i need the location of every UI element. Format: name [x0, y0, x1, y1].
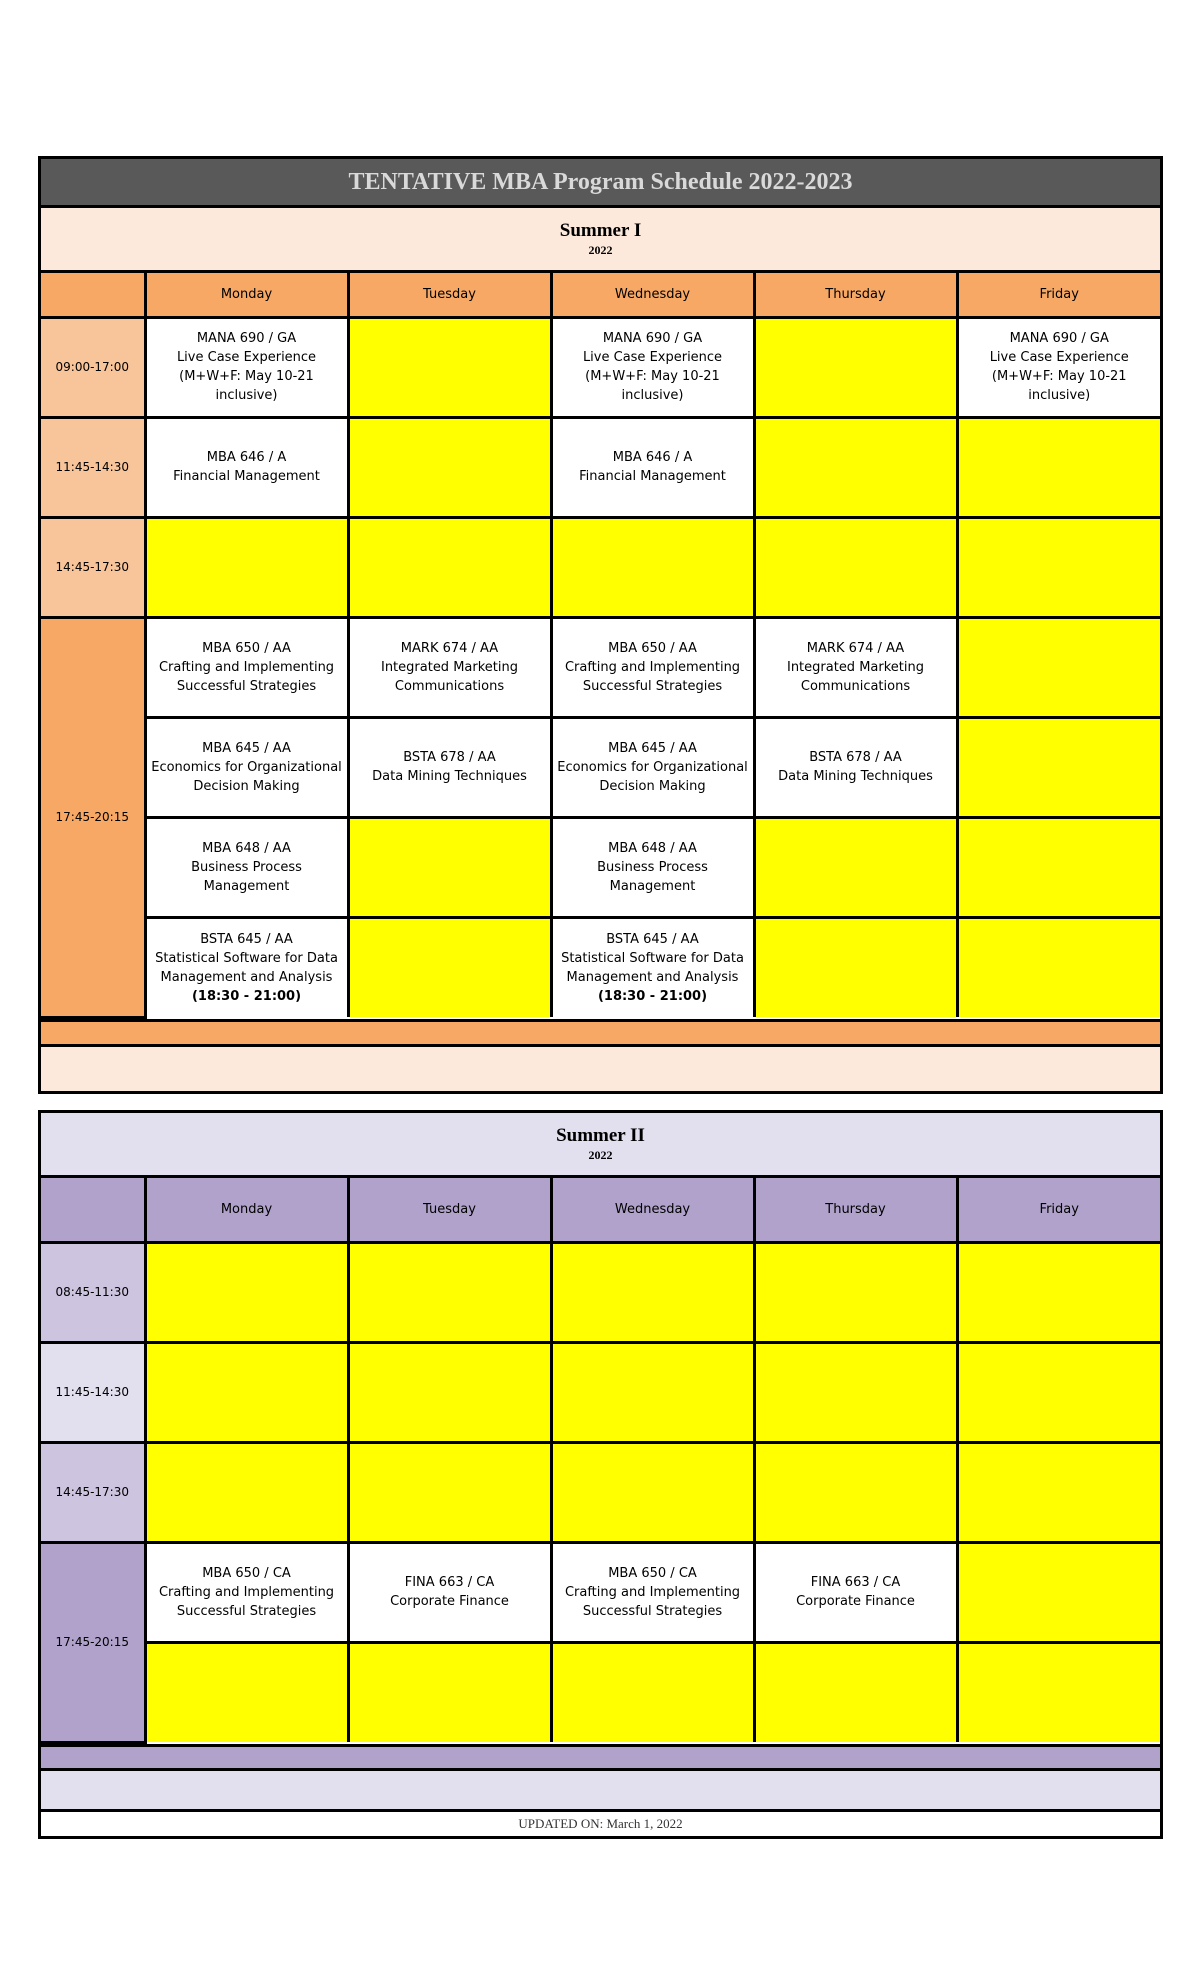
course-cell: [551, 417, 754, 517]
course-line: MBA 646 / A: [206, 450, 287, 465]
course-line: MBA 650 / AA: [202, 640, 291, 656]
course-cell: [348, 1542, 551, 1642]
course-line: Management and Analysis: [160, 969, 333, 985]
course-line: MBA 648 / AA: [608, 840, 697, 856]
course-line: (M+W+F: May 10-21 inclusive): [991, 369, 1127, 403]
course-line: Crafting and Implementing: [564, 1584, 741, 1600]
summer1-bottom-band: [41, 1044, 1160, 1091]
corner-cell: [41, 273, 145, 317]
course-line: Live Case Experience: [176, 350, 317, 365]
course-line: MBA 646 / A: [612, 450, 693, 465]
day-header-thursday: Thursday: [754, 1178, 957, 1242]
empty-slot-cell: [145, 1642, 348, 1742]
course-line: MBA 645 / AA: [608, 740, 697, 756]
day-header-monday: Monday: [145, 1178, 348, 1242]
course-line: FINA 663 / CA: [810, 1575, 901, 1590]
empty-slot-cell: [957, 1542, 1160, 1642]
empty-slot-cell: [145, 1242, 348, 1342]
course-cell: [551, 617, 754, 717]
course-line: BSTA 678 / AA: [403, 750, 496, 765]
course-cell: [145, 817, 348, 917]
day-header-wednesday: Wednesday: [551, 273, 754, 317]
empty-slot-cell: [348, 317, 551, 417]
course-cell: [145, 317, 348, 417]
course-line: Integrated Marketing: [380, 659, 518, 675]
empty-slot-cell: [957, 417, 1160, 517]
course-cell: [145, 1542, 348, 1642]
table-row: [41, 717, 1160, 817]
day-header-tuesday: Tuesday: [348, 273, 551, 317]
table-row: [41, 1642, 1160, 1742]
course-cell: [145, 617, 348, 717]
table-row: [41, 1242, 1160, 1342]
empty-slot-cell: [754, 317, 957, 417]
summer1-header: [41, 208, 1160, 273]
empty-slot-cell: [754, 1442, 957, 1542]
table-row: [41, 417, 1160, 517]
course-line: MBA 648 / AA: [202, 840, 291, 856]
course-line: Corporate Finance: [796, 1594, 915, 1609]
table-row: [41, 1342, 1160, 1442]
course-line: Data Mining Techniques: [372, 769, 527, 784]
course-cell: [145, 417, 348, 517]
time-slot-cell: 14:45-17:30: [41, 517, 145, 617]
day-header-friday: Friday: [957, 273, 1160, 317]
course-line: Crafting and Implementing: [564, 659, 741, 675]
schedule-summer1-block: [38, 156, 1163, 1094]
course-line: Business Process Management: [191, 859, 302, 894]
empty-slot-cell: [754, 517, 957, 617]
course-line: Decision Making: [599, 778, 706, 794]
course-cell: [551, 317, 754, 417]
course-line: Successful Strategies: [582, 678, 723, 694]
course-line: Communications: [800, 678, 911, 694]
empty-slot-cell: [957, 1442, 1160, 1542]
time-slot-cell: 08:45-11:30: [41, 1242, 145, 1342]
course-line: Live Case Experience: [582, 350, 723, 365]
empty-slot-cell: [957, 617, 1160, 717]
empty-slot-cell: [551, 1642, 754, 1742]
empty-slot-cell: [551, 1342, 754, 1442]
table-row: [41, 817, 1160, 917]
day-header-friday: Friday: [957, 1178, 1160, 1242]
empty-slot-cell: [348, 1442, 551, 1542]
course-line: Statistical Software for Data: [561, 950, 744, 966]
empty-slot-cell: [957, 817, 1160, 917]
empty-slot-cell: [348, 917, 551, 1017]
course-cell: [551, 1542, 754, 1642]
empty-slot-cell: [348, 1242, 551, 1342]
course-line: Crafting and Implementing: [158, 1584, 335, 1600]
table-row: [41, 1442, 1160, 1542]
course-line: Statistical Software for Data: [155, 950, 338, 966]
course-cell: [551, 717, 754, 817]
course-line: MBA 650 / AA: [608, 640, 697, 656]
course-line: BSTA 645 / AA: [200, 931, 293, 947]
empty-slot-cell: [551, 517, 754, 617]
course-line: BSTA 645 / AA: [606, 931, 699, 947]
empty-slot-cell: [957, 1642, 1160, 1742]
empty-slot-cell: [754, 1342, 957, 1442]
table-row: [41, 917, 1160, 1017]
course-line: MANA 690 / GA: [196, 331, 297, 346]
course-cell: [348, 617, 551, 717]
course-line: (M+W+F: May 10-21 inclusive): [179, 369, 314, 403]
empty-slot-cell: [551, 1442, 754, 1542]
schedule-title: TENTATIVE MBA Program Schedule 2022-2023: [41, 159, 1160, 208]
summer1-year: 2022: [588, 243, 613, 257]
course-line: Economics for Organizational: [151, 759, 342, 775]
time-slot-cell: 17:45-20:15: [41, 617, 145, 1017]
time-slot-cell: 11:45-14:30: [41, 417, 145, 517]
time-slot-cell: 14:45-17:30: [41, 1442, 145, 1542]
summer2-name: Summer II: [556, 1125, 645, 1146]
updated-on-note: UPDATED ON: March 1, 2022: [41, 1809, 1160, 1836]
empty-slot-cell: [348, 1642, 551, 1742]
empty-slot-cell: [957, 1242, 1160, 1342]
day-header-wednesday: Wednesday: [551, 1178, 754, 1242]
summer2-header: [41, 1113, 1160, 1178]
course-line: Successful Strategies: [582, 1603, 723, 1619]
course-cell: [754, 617, 957, 717]
empty-slot-cell: [551, 1242, 754, 1342]
course-cell: [754, 717, 957, 817]
course-time-note: (18:30 - 21:00): [597, 988, 708, 1004]
day-header-monday: Monday: [145, 273, 348, 317]
course-line: Management and Analysis: [566, 969, 739, 985]
course-line: Data Mining Techniques: [778, 769, 933, 784]
empty-slot-cell: [957, 1342, 1160, 1442]
day-header-thursday: Thursday: [754, 273, 957, 317]
empty-slot-cell: [754, 817, 957, 917]
course-line: Crafting and Implementing: [158, 659, 335, 675]
course-line: Successful Strategies: [176, 678, 317, 694]
course-cell: [754, 1542, 957, 1642]
course-line: Economics for Organizational: [557, 759, 748, 775]
summer2-bottom-strip: [41, 1744, 1160, 1768]
empty-slot-cell: [348, 417, 551, 517]
table-row: [41, 517, 1160, 617]
course-line: Live Case Experience: [989, 350, 1129, 365]
day-header-tuesday: Tuesday: [348, 1178, 551, 1242]
table-row: [41, 317, 1160, 417]
time-slot-cell: 11:45-14:30: [41, 1342, 145, 1442]
table-row: [41, 617, 1160, 717]
time-slot-cell: 09:00-17:00: [41, 317, 145, 417]
course-cell: [957, 317, 1160, 417]
course-cell: [348, 717, 551, 817]
summer2-bottom-band: [41, 1768, 1160, 1809]
course-line: BSTA 678 / AA: [809, 750, 902, 765]
summer1-table: [41, 273, 1160, 1019]
course-line: (M+W+F: May 10-21 inclusive): [585, 369, 720, 403]
empty-slot-cell: [145, 517, 348, 617]
course-line: Integrated Marketing: [786, 659, 924, 675]
course-line: Successful Strategies: [176, 1603, 317, 1619]
course-cell: [551, 917, 754, 1017]
course-line: Communications: [394, 678, 505, 694]
course-line: MBA 650 / CA: [202, 1565, 291, 1581]
course-line: MBA 650 / CA: [608, 1565, 697, 1581]
time-slot-cell: 17:45-20:15: [41, 1542, 145, 1742]
course-cell: [145, 917, 348, 1017]
course-line: Business Process Management: [597, 859, 708, 894]
empty-slot-cell: [348, 817, 551, 917]
summer1-name: Summer I: [559, 220, 642, 241]
course-line: MANA 690 / GA: [602, 331, 703, 346]
summer2-year: 2022: [588, 1148, 613, 1162]
course-line: Decision Making: [193, 778, 300, 794]
course-time-note: (18:30 - 21:00): [191, 988, 302, 1004]
empty-slot-cell: [145, 1442, 348, 1542]
empty-slot-cell: [754, 1642, 957, 1742]
empty-slot-cell: [957, 917, 1160, 1017]
summer1-bottom-strip: [41, 1019, 1160, 1044]
course-cell: [145, 717, 348, 817]
course-line: MARK 674 / AA: [400, 640, 499, 656]
course-cell: [551, 817, 754, 917]
course-line: FINA 663 / CA: [404, 1575, 495, 1590]
empty-slot-cell: [754, 417, 957, 517]
course-line: MARK 674 / AA: [806, 640, 905, 656]
summer2-table: [41, 1178, 1160, 1744]
course-line: Financial Management: [579, 469, 726, 484]
empty-slot-cell: [754, 917, 957, 1017]
empty-slot-cell: [348, 517, 551, 617]
empty-slot-cell: [957, 517, 1160, 617]
course-line: MBA 645 / AA: [202, 740, 291, 756]
empty-slot-cell: [348, 1342, 551, 1442]
empty-slot-cell: [754, 1242, 957, 1342]
corner-cell: [41, 1178, 145, 1242]
course-line: MANA 690 / GA: [1009, 331, 1109, 346]
schedule-summer2-block: [38, 1110, 1163, 1839]
course-line: Corporate Finance: [390, 1594, 509, 1609]
empty-slot-cell: [145, 1342, 348, 1442]
course-line: Financial Management: [173, 469, 320, 484]
table-row: [41, 1542, 1160, 1642]
empty-slot-cell: [957, 717, 1160, 817]
